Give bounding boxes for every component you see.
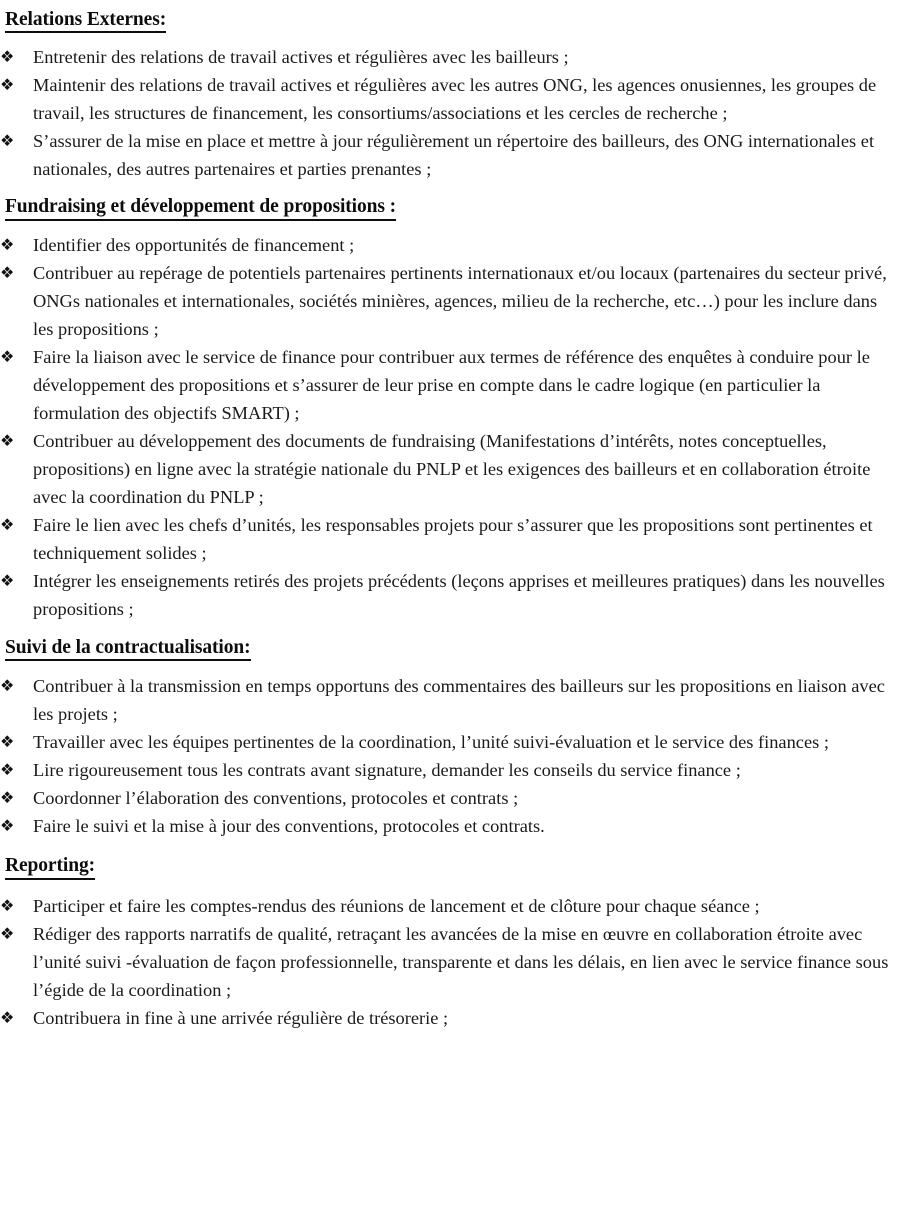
list-wrap xyxy=(0,661,900,840)
list-item-text: Lire rigoureusement tous les contrats avant signature, demander les conseils du service finance ; xyxy=(33,760,741,781)
list-wrap xyxy=(0,221,900,623)
diamond-bullet-icon: ❖ xyxy=(0,47,15,67)
diamond-bullet-icon: ❖ xyxy=(0,346,15,366)
list-item xyxy=(0,784,900,812)
list-item xyxy=(0,43,900,71)
section-reporting xyxy=(0,840,900,1031)
diamond-bullet-icon: ❖ xyxy=(0,514,15,534)
list-item-text: Intégrer les enseignements retirés des projets précédents (leçons apprises et meilleures pratiques) dans les nouvelles propositions ; xyxy=(33,570,885,619)
list-wrap xyxy=(0,880,900,1032)
list-item xyxy=(0,920,900,1004)
list-item-text: Contribuer à la transmission en temps opportuns des commentaires des bailleurs sur les propositions en liaison avec les projets ; xyxy=(33,676,885,725)
list-item xyxy=(0,812,900,840)
list-item xyxy=(0,427,900,511)
list-item xyxy=(0,756,900,784)
diamond-bullet-icon: ❖ xyxy=(0,923,15,943)
section-heading-suivi-contractualisation: Suivi de la contractualisation: xyxy=(5,638,251,661)
list-item-text: Faire le suivi et la mise à jour des conventions, protocoles et contrats. xyxy=(33,816,545,837)
list-item xyxy=(0,259,900,343)
diamond-bullet-icon: ❖ xyxy=(0,234,15,254)
section-heading-fundraising: Fundraising et développement de propositions : xyxy=(5,197,396,220)
list-item-text: Participer et faire les comptes-rendus des réunions de lancement et de clôture pour chaque séance ; xyxy=(33,895,760,916)
bullet-list-reporting xyxy=(0,892,900,1032)
list-item xyxy=(0,511,900,567)
list-item-text: Identifier des opportunités de financement ; xyxy=(33,234,355,255)
diamond-bullet-icon: ❖ xyxy=(0,75,15,95)
list-item xyxy=(0,567,900,623)
diamond-bullet-icon: ❖ xyxy=(0,788,15,808)
diamond-bullet-icon: ❖ xyxy=(0,1007,15,1027)
list-item-text: Contribuera in fine à une arrivée régulière de trésorerie ; xyxy=(33,1007,449,1028)
list-item xyxy=(0,71,900,127)
bullet-list-suivi-contractualisation xyxy=(0,672,900,840)
list-item-text: Contribuer au repérage de potentiels partenaires pertinents internationaux et/ou locaux (partenaires du secteur privé, ONGs nationales et internationales, sociétés minières, agences, milieu de la recherche, etc…) pour les inclure dans les propositions ; xyxy=(33,262,887,339)
list-item-text: Coordonner l’élaboration des conventions, protocoles et contrats ; xyxy=(33,788,519,809)
diamond-bullet-icon: ❖ xyxy=(0,676,15,696)
list-item xyxy=(0,728,900,756)
list-item xyxy=(0,127,900,183)
list-item-text: S’assurer de la mise en place et mettre à jour régulièrement un répertoire des bailleurs, des ONG internationales et nationales, des autres partenaires et parties prenantes ; xyxy=(33,131,875,180)
diamond-bullet-icon: ❖ xyxy=(0,430,15,450)
section-heading-relations-externes: Relations Externes: xyxy=(5,10,166,33)
heading-row xyxy=(0,856,900,879)
list-item-text: Faire le lien avec les chefs d’unités, les responsables projets pour s’assurer que les propositions sont pertinentes et techniquement solides ; xyxy=(33,514,873,563)
section-suivi-contractualisation xyxy=(0,623,900,840)
heading-row xyxy=(0,638,900,661)
list-item-text: Maintenir des relations de travail actives et régulières avec les autres ONG, les agences onusiennes, les groupes de travail, les structures de financement, les consortiums/associations et les cercles de recherche ; xyxy=(33,75,877,124)
section-relations-externes xyxy=(0,0,900,183)
diamond-bullet-icon: ❖ xyxy=(0,895,15,915)
list-item-text: Contribuer au développement des documents de fundraising (Manifestations d’intérêts, notes conceptuelles, propositions) en ligne avec la stratégie nationale du PNLP et les exigences des bailleurs et en collaboration étroite avec la coordination du PNLP ; xyxy=(33,430,871,507)
list-item-text: Rédiger des rapports narratifs de qualité, retraçant les avancées de la mise en œuvre en collaboration étroite avec l’unité suivi -évaluation de façon professionnelle, transparente et dans les délais, en lien avec le service finance sous l’égide de la coordination ; xyxy=(33,923,889,1000)
diamond-bullet-icon: ❖ xyxy=(0,816,15,836)
list-wrap xyxy=(0,33,900,183)
bullet-list-relations-externes xyxy=(0,43,900,183)
list-item xyxy=(0,231,900,259)
diamond-bullet-icon: ❖ xyxy=(0,760,15,780)
heading-row xyxy=(0,10,900,33)
list-item xyxy=(0,1004,900,1032)
list-item-text: Travailler avec les équipes pertinentes de la coordination, l’unité suivi-évaluation et le service des finances ; xyxy=(33,732,829,753)
diamond-bullet-icon: ❖ xyxy=(0,570,15,590)
diamond-bullet-icon: ❖ xyxy=(0,262,15,282)
section-fundraising xyxy=(0,183,900,622)
diamond-bullet-icon: ❖ xyxy=(0,131,15,151)
list-item xyxy=(0,343,900,427)
bullet-list-fundraising xyxy=(0,231,900,623)
list-item-text: Entretenir des relations de travail actives et régulières avec les bailleurs ; xyxy=(33,47,569,68)
section-heading-reporting: Reporting: xyxy=(5,856,95,879)
list-item-text: Faire la liaison avec le service de finance pour contribuer aux termes de référence des enquêtes à conduire pour le développement des propositions et s’assurer de leur prise en compte dans le cadre logique (en particulier la formulation des objectifs SMART) ; xyxy=(33,346,870,423)
diamond-bullet-icon: ❖ xyxy=(0,732,15,752)
heading-row xyxy=(0,197,900,220)
list-item xyxy=(0,892,900,920)
list-item xyxy=(0,672,900,728)
